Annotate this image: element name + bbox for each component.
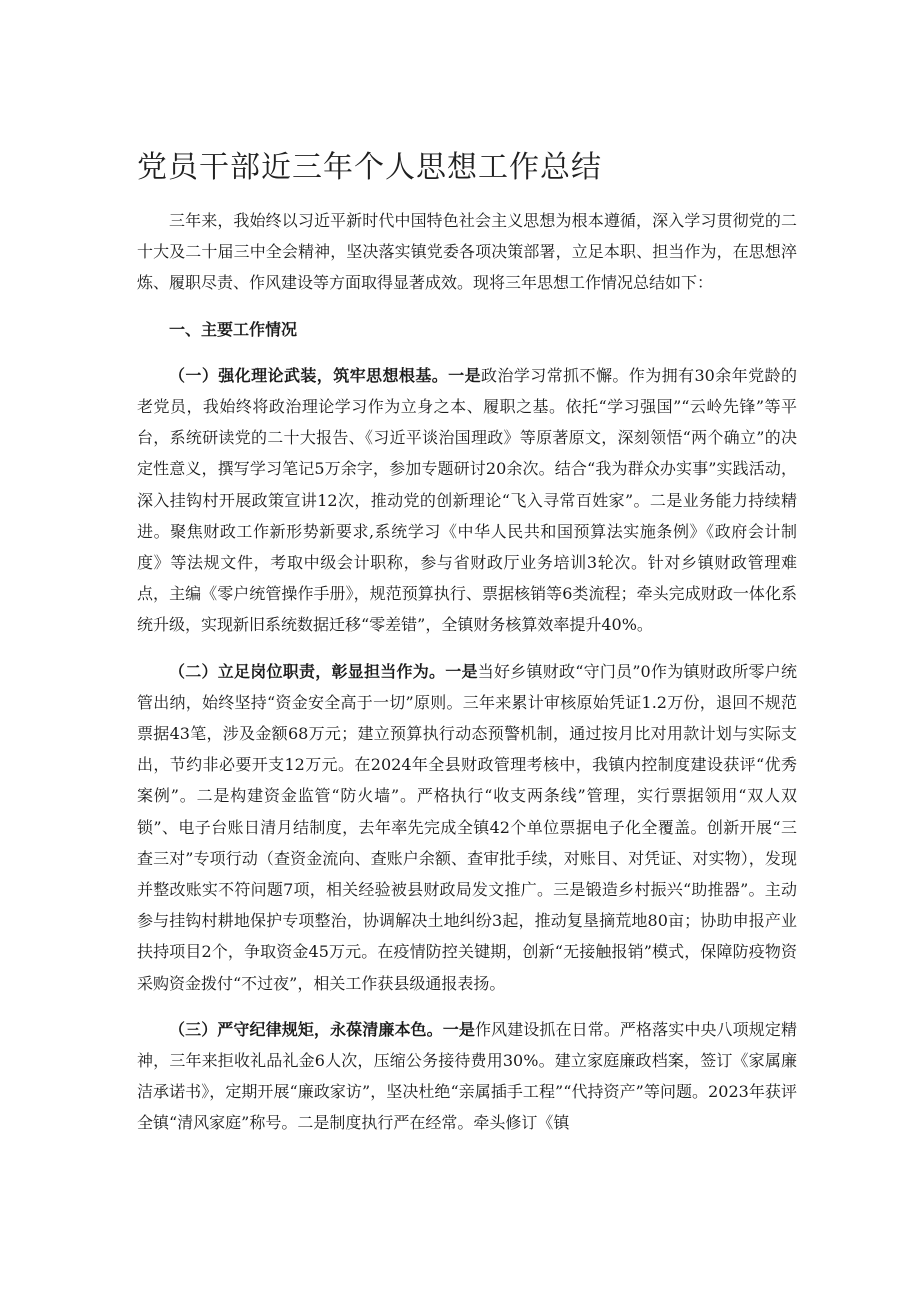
item-marker-2: 一是 xyxy=(445,661,478,681)
item-lead-2: （二）立足岗位职责，彰显担当作为。 xyxy=(169,661,446,681)
item-text-1: 政治学习常抓不懈。作为拥有30余年党龄的老党员，我始终将政治理论学习作为立身之本、履职之基。依托“学习强国”“云岭先锋”等平台，系统研读党的二十大报告、《习近平谈治国理政》等原著原文，深刻领悟“两个确立”的决定性意义，撰写学习笔记5万余字，参加专题研讨20余次。结合“我为群众办实事”实践活动，深入挂钩村开展政策宣讲12次，推动党的创新理论“飞入寻常百姓家”。二是业务能力持续精进。聚焦财政工作新形势新要求,系统学习《中华人民共和国预算法实施条例》《政府会计制度》等法规文件，考取中级会计职称，参与省财政厅业务培训3轮次。针对乡镇财政管理难点，主编《零户统管操作手册》，规范预算执行、票据核销等6类流程；牵头完成财政一体化系统升级，实现新旧系统数据迁移“零差错”，全镇财务核算效率提升40%。 xyxy=(137,365,797,635)
item-text-2: 当好乡镇财政“守门员”0作为镇财政所零户统管出纳，始终坚持“资金安全高于一切”原则。三年来累计审核原始凭证1.2万份，退回不规范票据43笔，涉及金额68万元；建立预算执行动态预警机制，通过按月比对用款计划与实际支出，节约非必要开支12万元。在2024年全县财政管理考核中，我镇内控制度建设获评“优秀案例”。二是构建资金监管“防火墙”。严格执行“收支两条线”管理，实行票据领用“双人双锁”、电子台账日清月结制度，去年率先完成全镇42个单位票据电子化全覆盖。创新开展“三查三对”专项行动（查资金流向、查账户余额、查审批手续，对账目、对凭证、对实物），发现并整改账实不符问题7项，相关经验被县财政局发文推广。三是锻造乡村振兴“助推器”。主动参与挂钩村耕地保护专项整治，协调解决土地纠纷3起，推动复垦摘荒地80亩；协助申报产业扶持项目2个，争取资金45万元。在疫情防控关键期，创新“无接触报销”模式，保障防疫物资采购资金拨付“不过夜”，相关工作获县级通报表扬。 xyxy=(137,661,797,993)
document-title: 党员干部近三年个人思想工作总结 xyxy=(137,150,602,185)
item-marker-3: 一是 xyxy=(442,1019,475,1039)
paragraph-job-duty xyxy=(137,656,797,999)
paragraph-theory-study xyxy=(137,360,797,641)
item-marker-1: 一是 xyxy=(448,365,482,385)
document-body xyxy=(137,205,797,1139)
intro-paragraph: 三年来，我始终以习近平新时代中国特色社会主义思想为根本遵循，深入学习贯彻党的二十大及二十届三中全会精神，坚决落实镇党委各项决策部署，立足本职、担当作为，在思想淬炼、履职尽责、作风建设等方面取得显著成效。现将三年思想工作情况总结如下： xyxy=(137,211,797,293)
item-lead-1: （一）强化理论武装，筑牢思想根基。 xyxy=(169,365,449,385)
paragraph-discipline xyxy=(137,1014,797,1139)
item-text-3: 作风建设抓在日常。严格落实中央八项规定精神，三年来拒收礼品礼金6人次，压缩公务接待费用30%。建立家庭廉政档案，签订《家属廉洁承诺书》，定期开展“廉政家访”，坚决杜绝“亲属插手工程”“代持资产”等问题。2023年获评全镇“清风家庭”称号。二是制度执行严在经常。牵头修订《镇 xyxy=(137,1019,797,1133)
item-lead-3: （三）严守纪律规矩，永葆清廉本色。 xyxy=(169,1019,443,1039)
section-heading-main-work: 一、主要工作情况 xyxy=(169,319,298,339)
